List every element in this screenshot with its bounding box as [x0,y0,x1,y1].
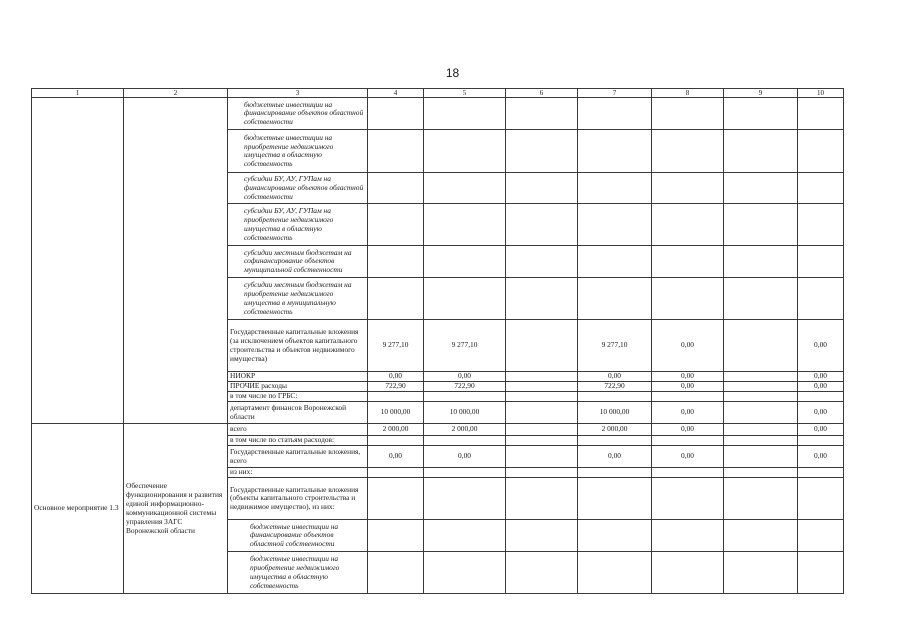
value-cell [798,392,844,402]
value-cell [578,98,652,130]
value-cell [424,436,506,446]
value-cell [724,130,798,173]
value-cell: 0,00 [652,382,724,392]
value-cell [506,246,578,278]
value-cell: 0,00 [368,446,424,468]
value-cell [368,204,424,246]
value-cell [578,204,652,246]
value-cell [578,278,652,320]
value-cell [368,130,424,173]
value-cell: 0,00 [652,320,724,372]
value-cell [652,436,724,446]
value-cell [368,520,424,552]
value-cell: 722,90 [368,382,424,392]
value-cell: 0,00 [424,372,506,382]
value-cell [724,446,798,468]
value-cell [368,552,424,594]
row-label: бюджетные инвестиции на финансирование объектов областной собственности [228,520,368,552]
value-cell [652,478,724,520]
row-label: бюджетные инвестиции на финансирование объектов областной собственности [228,98,368,130]
value-cell [652,468,724,478]
value-cell [368,468,424,478]
row-label: бюджетные инвестиции на приобретение недвижимого имущества в областную собственность [228,552,368,594]
value-cell [724,424,798,436]
column-number-row [32,89,844,98]
value-cell: 2 000,00 [368,424,424,436]
value-cell [506,278,578,320]
value-cell: 0,00 [798,424,844,436]
value-cell [424,552,506,594]
value-cell [652,173,724,204]
column-number: 5 [424,89,506,98]
value-cell [652,278,724,320]
value-cell [798,478,844,520]
column-number: 9 [724,89,798,98]
value-cell [506,320,578,372]
value-cell [724,402,798,424]
value-cell: 2 000,00 [578,424,652,436]
value-cell [724,392,798,402]
page-number: 18 [445,66,460,80]
row-label: НИОКР [228,372,368,382]
value-cell [724,278,798,320]
value-cell [578,173,652,204]
row-label: субсидии БУ, АУ, ГУПам на приобретение недвижимого имущества в областную собственность [228,204,368,246]
row-label: бюджетные инвестиции на приобретение недвижимого имущества в областную собственность [228,130,368,173]
value-cell [368,436,424,446]
column-number: 3 [228,89,368,98]
row-label: Государственные капитальные вложения, всего [228,446,368,468]
value-cell [652,98,724,130]
value-cell [424,130,506,173]
value-cell [506,382,578,392]
value-cell [368,278,424,320]
row-label: Государственные капитальные вложения (объекты капитального строительства и недвижимое имущество), из них: [228,478,368,520]
value-cell [798,98,844,130]
value-cell [506,552,578,594]
value-cell: 0,00 [652,424,724,436]
table-row [32,424,844,436]
value-cell [424,173,506,204]
value-cell [578,478,652,520]
value-cell [798,278,844,320]
value-cell: 722,90 [578,382,652,392]
value-cell: 0,00 [578,372,652,382]
value-cell [506,402,578,424]
value-cell: 0,00 [368,372,424,382]
empty-cell-col2 [124,98,228,424]
value-cell: 0,00 [798,382,844,392]
value-cell [724,382,798,392]
value-cell [578,520,652,552]
value-cell [424,478,506,520]
value-cell [652,520,724,552]
value-cell [368,246,424,278]
empty-cell-col1 [32,98,124,424]
value-cell [424,204,506,246]
value-cell [798,520,844,552]
value-cell: 0,00 [652,446,724,468]
value-cell [506,520,578,552]
value-cell: 2 000,00 [424,424,506,436]
row-label: Государственные капитальные вложения (за исключением объектов капитального строительства и объектов недвижимого имущества) [228,320,368,372]
value-cell: 0,00 [578,446,652,468]
value-cell [506,424,578,436]
column-number: 1 [32,89,124,98]
value-cell [724,98,798,130]
value-cell: 0,00 [798,320,844,372]
value-cell [424,246,506,278]
value-cell [724,478,798,520]
value-cell [652,204,724,246]
column-number: 4 [368,89,424,98]
value-cell [798,436,844,446]
value-cell: 9 277,10 [368,320,424,372]
value-cell: 10 000,00 [368,402,424,424]
value-cell [424,392,506,402]
value-cell: 0,00 [798,372,844,382]
value-cell: 10 000,00 [424,402,506,424]
value-cell [368,173,424,204]
value-cell [798,173,844,204]
value-cell [506,478,578,520]
value-cell [506,173,578,204]
value-cell [724,246,798,278]
activity-name: Обеспечение функционирования и развития единой информационно-коммуникационной системы управления ЗАГС Воронежской области [124,424,228,594]
value-cell: 0,00 [652,402,724,424]
table-row [32,98,844,130]
value-cell: 0,00 [798,402,844,424]
value-cell [724,436,798,446]
value-cell: 9 277,10 [424,320,506,372]
value-cell [578,552,652,594]
value-cell [652,552,724,594]
value-cell [424,520,506,552]
value-cell [724,520,798,552]
value-cell [652,246,724,278]
value-cell [724,173,798,204]
value-cell [506,436,578,446]
value-cell [724,204,798,246]
value-cell [506,372,578,382]
column-number: 10 [798,89,844,98]
value-cell [424,468,506,478]
row-label: ПРОЧИЕ расходы [228,382,368,392]
value-cell [724,372,798,382]
row-label: всего [228,424,368,436]
value-cell: 10 000,00 [578,402,652,424]
value-cell [578,246,652,278]
row-label: субсидии БУ, АУ, ГУПам на финансирование объектов областной собственности [228,173,368,204]
value-cell [798,130,844,173]
value-cell [368,478,424,520]
value-cell: 0,00 [424,446,506,468]
value-cell [368,392,424,402]
value-cell [506,446,578,468]
value-cell [798,552,844,594]
value-cell: 722,90 [424,382,506,392]
value-cell [798,468,844,478]
column-number: 6 [506,89,578,98]
value-cell [506,468,578,478]
row-label: департамент финансов Воронежской области [228,402,368,424]
column-number: 8 [652,89,724,98]
budget-table [31,88,844,594]
value-cell: 0,00 [652,372,724,382]
value-cell [724,552,798,594]
value-cell [424,278,506,320]
column-number: 2 [124,89,228,98]
row-label: в том числе по статьям расходов: [228,436,368,446]
value-cell [724,320,798,372]
value-cell [578,130,652,173]
value-cell [506,130,578,173]
value-cell [652,130,724,173]
row-label: из них: [228,468,368,478]
value-cell [798,246,844,278]
value-cell [506,392,578,402]
value-cell [424,98,506,130]
value-cell [578,436,652,446]
value-cell [578,392,652,402]
row-label: субсидии местным бюджетам на софинансирование объектов муниципальной собственности [228,246,368,278]
value-cell [506,204,578,246]
value-cell [652,392,724,402]
value-cell [798,204,844,246]
value-cell: 0,00 [798,446,844,468]
value-cell [368,98,424,130]
row-label: субсидии местным бюджетам на приобретение недвижимого имущества в муниципальную собственность [228,278,368,320]
activity-code: Основное мероприятие 1.3 [32,424,124,594]
value-cell: 9 277,10 [578,320,652,372]
value-cell [724,468,798,478]
row-label: в том числе по ГРБС: [228,392,368,402]
column-number: 7 [578,89,652,98]
value-cell [578,468,652,478]
value-cell [506,98,578,130]
